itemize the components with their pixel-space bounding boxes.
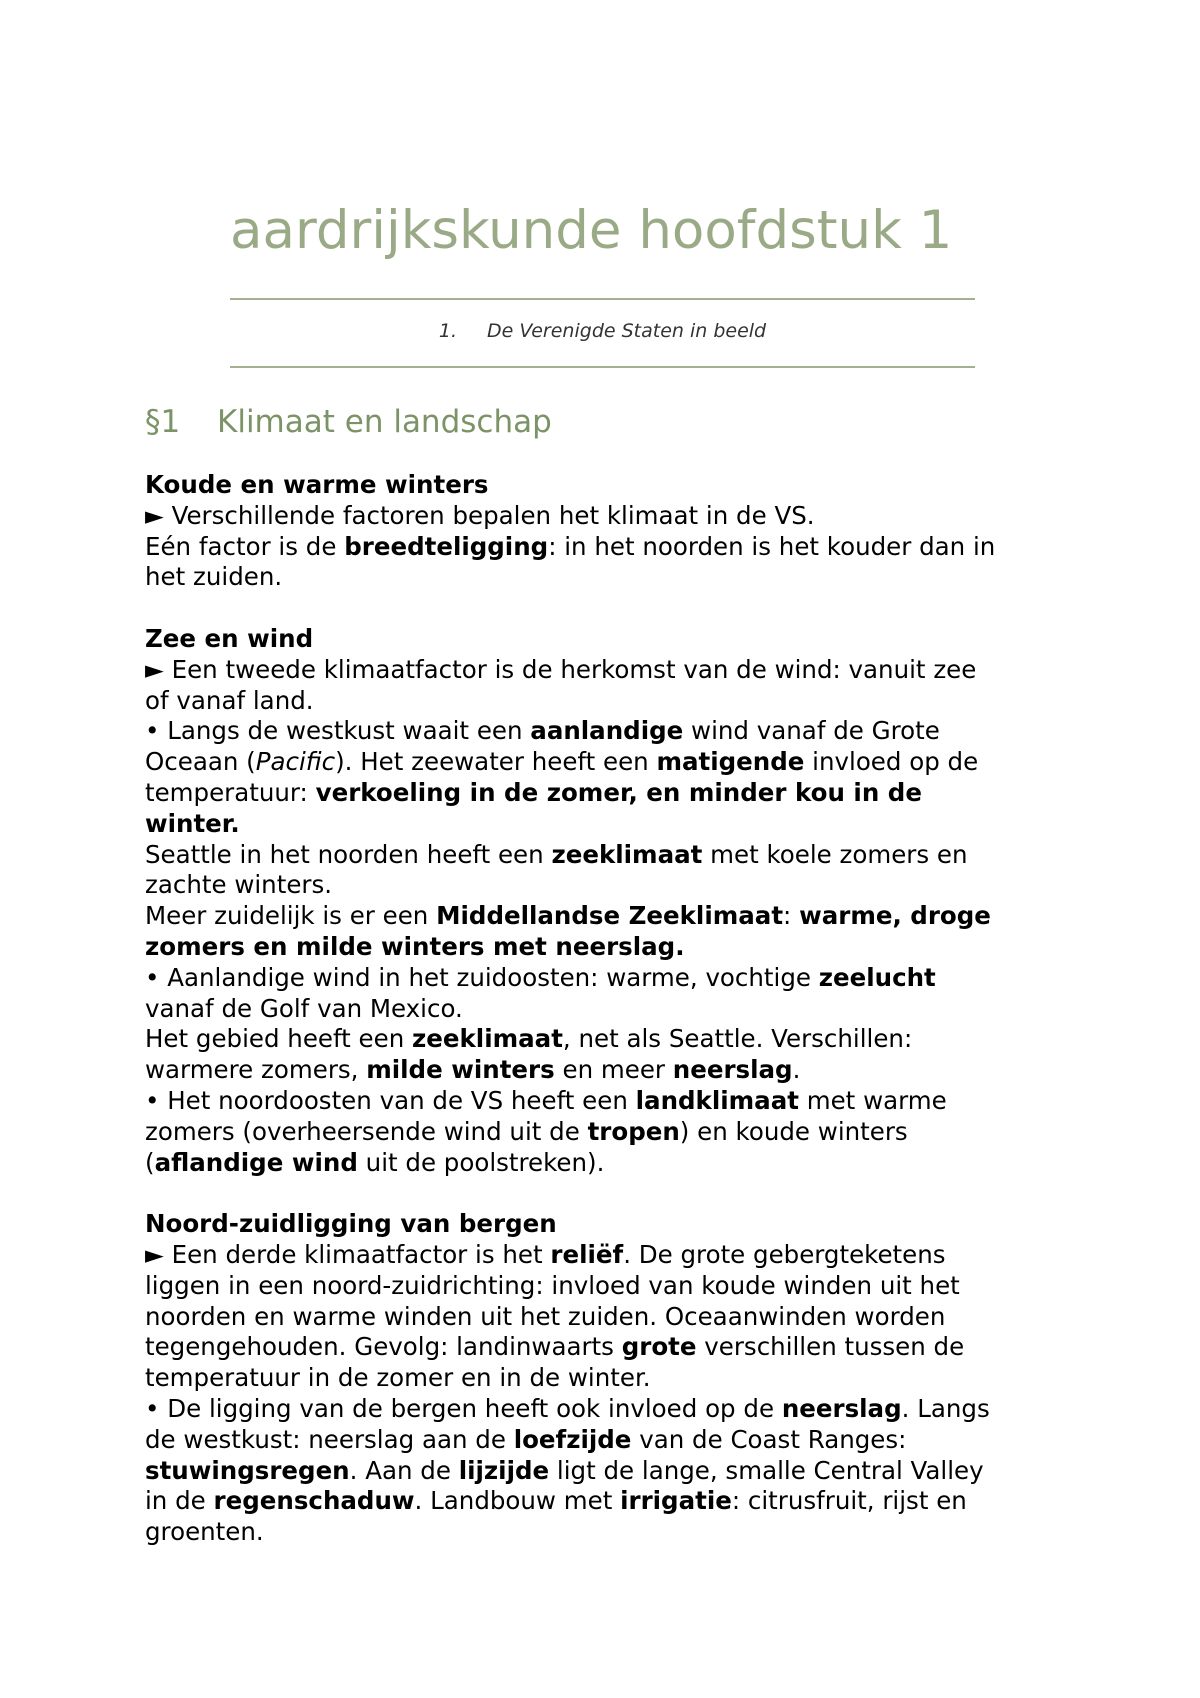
text-line [145,778,1075,809]
text-line [145,1148,1075,1179]
text-run: . Langs [901,1393,990,1423]
text-line [145,963,1075,994]
text-run: tegengehouden. Gevolg: landinwaarts [145,1332,622,1362]
text-run: ). Het zeewater heeft een [335,747,657,777]
text-line [145,994,1075,1025]
text-run: warmere zomers, [145,1055,367,1085]
text-run: invloed op de [804,747,979,777]
bold-term: irrigatie [620,1486,732,1516]
italic-term: Pacific [255,747,336,777]
text-run: Meer zuidelijk is er een [145,901,437,931]
text-run: • De ligging van de bergen heeft ook invloed op de [145,1393,782,1423]
bold-term: Koude en warme winters [145,470,489,499]
bold-term: tropen [587,1116,680,1146]
text-run: • Het noordoosten van de VS heeft een [145,1085,636,1115]
text-run: . Landbouw met [414,1486,621,1516]
bold-term: warme, droge [799,901,991,931]
bold-term: regenschaduw [213,1486,415,1516]
text-run: wind vanaf de Grote [683,716,940,746]
bold-term: zomers en milde winters met neerslag. [145,931,685,961]
bold-term: Zee en wind [145,623,314,653]
text-line [145,1240,1075,1271]
text-run: : [783,901,800,931]
text-line [145,624,1075,655]
text-run: of vanaf land. [145,685,314,715]
text-line [145,1302,1075,1333]
text-run: liggen in een noord-zuidrichting: invloed van koude winden uit het [145,1270,960,1300]
bold-term: lijzijde [458,1455,550,1485]
text-run: Oceaan ( [145,747,256,777]
text-run: noorden en warme winden uit het zuiden. Oceaanwinden worden [145,1301,946,1331]
text-line [145,1517,1075,1548]
text-run: • Aanlandige wind in het zuidoosten: warme, vochtige [145,962,819,992]
bold-term: loefzijde [513,1424,632,1454]
text-line [145,1086,1075,1117]
text-run: groenten. [145,1517,264,1547]
text-run: uit de poolstreken). [357,1147,605,1177]
text-run: , net als Seattle. Verschillen: [562,1024,913,1054]
text-line [145,1363,1075,1394]
text-run: het zuiden. [145,562,283,592]
document-title: aardrijkskunde hoofdstuk 1 [230,200,953,261]
bold-term: breedteligging [344,531,549,561]
text-line [145,870,1075,901]
bold-term: aflandige wind [154,1147,358,1177]
bold-term: matigende [656,747,805,777]
paragraph-gap [145,1178,1075,1209]
bold-term: Noord-zuidligging van bergen [145,1209,557,1239]
text-line [145,809,1075,840]
bold-term: neerslag [781,1393,902,1423]
text-run: en meer [554,1055,673,1085]
bold-term: verkoeling in de zomer, en minder kou in de [315,777,922,807]
text-line [145,1456,1075,1487]
bold-term: neerslag [672,1055,793,1085]
bold-term: zeeklimaat [551,839,703,869]
text-line [145,686,1075,717]
text-run: ) en koude winters [679,1116,908,1146]
title-divider-bottom [230,366,975,368]
bold-term: winter. [145,808,240,838]
text-line [145,470,1075,501]
text-run: in de [145,1486,214,1516]
text-line [145,840,1075,871]
bold-term: zeeklimaat [412,1024,563,1054]
bold-term: reliëf [550,1239,624,1269]
bold-term: aanlandige [530,716,684,746]
text-run: van de Coast Ranges: [631,1424,907,1454]
bold-term: grote [621,1332,697,1362]
text-run: temperatuur in de zomer en in de winter. [145,1363,651,1393]
section-number: §1 [145,404,181,440]
text-run: : in het noorden is het kouder dan in [548,531,996,561]
bold-term: landklimaat [635,1085,799,1115]
bold-term: stuwingsregen [145,1455,350,1485]
text-run: zomers (overheersende wind uit de [145,1116,588,1146]
chapter-number: 1. [438,320,457,342]
text-run: ligt de lange, smalle Central Valley [549,1455,984,1485]
text-line [145,747,1075,778]
text-line [145,1271,1075,1302]
text-run: ► Verschillende factoren bepalen het klimaat in de VS. [145,500,815,530]
text-line [145,1209,1075,1240]
body-text [145,470,1075,1548]
text-line [145,1425,1075,1456]
bold-term: Middellandse Zeeklimaat [436,901,784,931]
text-line [145,716,1075,747]
text-run: met koele zomers en [702,839,968,869]
bold-term: zeelucht [818,962,936,992]
text-line [145,532,1075,563]
text-line [145,1394,1075,1425]
text-run: vanaf de Golf van Mexico. [145,993,463,1023]
text-run: : citrusfruit, rijst en [731,1486,967,1516]
text-line [145,501,1075,532]
text-line [145,562,1075,593]
text-line [145,1055,1075,1086]
text-run: ► Een tweede klimaatfactor is de herkomst van de wind: vanuit zee [145,654,977,684]
text-line [145,1486,1075,1517]
section-heading [145,402,552,442]
text-line [145,655,1075,686]
section-title: Klimaat en landschap [217,404,552,440]
text-line [145,1117,1075,1148]
text-run: zachte winters. [145,870,333,900]
text-line [145,1024,1075,1055]
text-run: Eén factor is de [145,531,345,561]
text-run: temperatuur: [145,777,316,807]
bold-term: milde winters [366,1055,555,1085]
chapter-title: De Verenigde Staten in beeld [487,320,767,342]
text-run: • Langs de westkust waait een [145,716,531,746]
paragraph-gap [145,593,1075,624]
text-line [145,901,1075,932]
text-run: de westkust: neerslag aan de [145,1424,514,1454]
text-line [145,932,1075,963]
text-run: ( [145,1147,155,1177]
text-run: . De grote gebergteketens [623,1239,946,1269]
title-divider-top [230,298,975,300]
text-run: verschillen tussen de [696,1332,965,1362]
text-run: . [792,1055,801,1085]
text-run: . Aan de [349,1455,459,1485]
text-line [145,1332,1075,1363]
text-run: met warme [798,1085,947,1115]
chapter-subtitle [230,320,975,342]
text-run: Seattle in het noorden heeft een [145,839,552,869]
text-run: Het gebied heeft een [145,1024,413,1054]
text-run: ► Een derde klimaatfactor is het [145,1239,551,1269]
